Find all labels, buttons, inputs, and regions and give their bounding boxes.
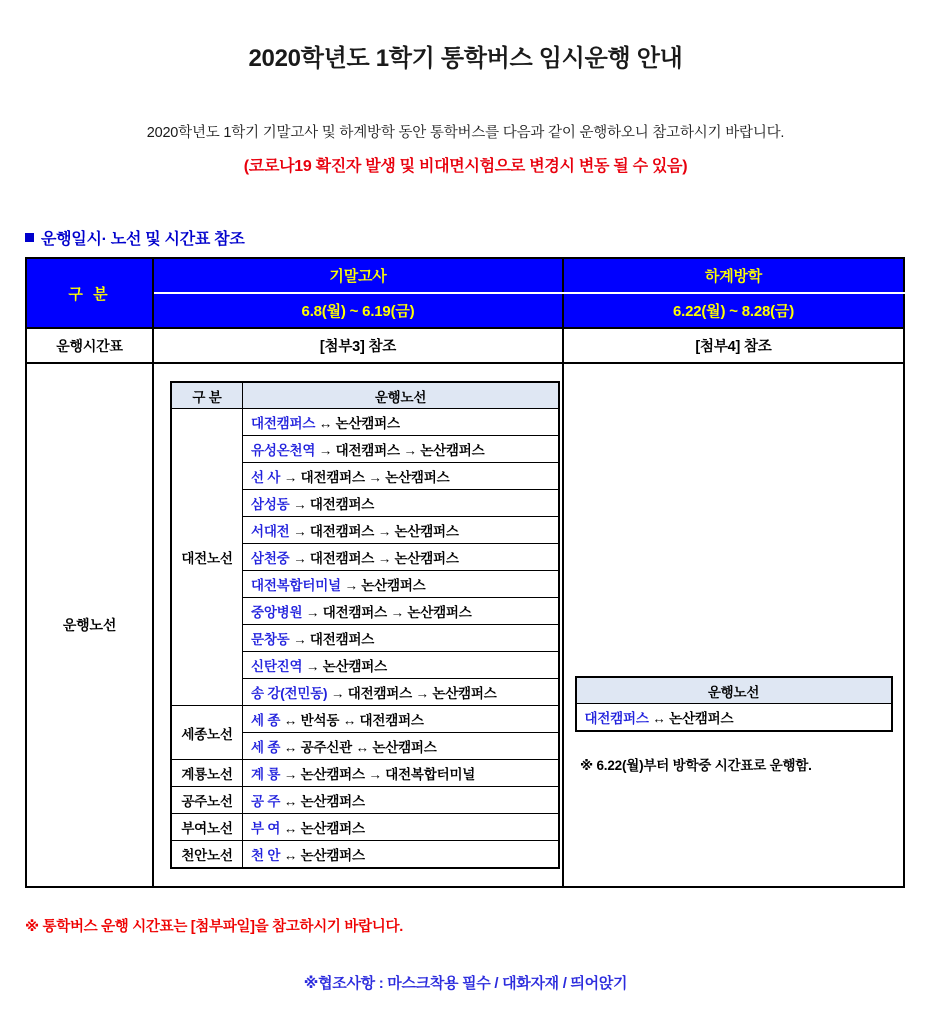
route-origin: 세 종 (251, 713, 281, 728)
route-text (243, 814, 560, 841)
route-table-row (171, 706, 559, 733)
page-title: 2020학년도 1학기 통학버스 임시운행 안내 (248, 45, 683, 72)
header-division-label: 구 분 (26, 258, 153, 328)
exam-routes-cell (153, 363, 563, 887)
route-text (243, 679, 560, 706)
vacation-routes-wrapper (564, 476, 903, 774)
exam-routes-wrapper (154, 364, 562, 886)
schedule-table (25, 257, 905, 888)
route-destination: ↔ 논산캠퍼스 (280, 848, 365, 863)
route-text (243, 652, 560, 679)
route-text (243, 490, 560, 517)
route-destination: → 논산캠퍼스 → 대전복합터미널 (280, 767, 476, 782)
vacation-route-origin: 대전캠퍼스 (584, 711, 649, 726)
route-destination: → 논산캠퍼스 (302, 659, 387, 674)
route-table-row (171, 760, 559, 787)
route-group-label: 공주노선 (171, 787, 243, 814)
route-text (243, 517, 560, 544)
vacation-route-rest: ↔ 논산캠퍼스 (648, 711, 734, 726)
route-destination: → 대전캠퍼스 → 논산캠퍼스 (327, 686, 497, 701)
route-header-route: 운행노선 (243, 382, 560, 409)
route-header-division: 구 분 (171, 382, 243, 409)
timetable-value-0: [첨부3] 참조 (153, 328, 563, 363)
route-table-row (171, 814, 559, 841)
header-period-1: 하계방학 (563, 258, 904, 293)
route-text (243, 625, 560, 652)
route-table-row (171, 409, 559, 436)
timetable-row (26, 328, 904, 363)
intro-text: 2020학년도 1학기 기말고사 및 하계방학 동안 통학버스를 다음과 같이 운행하오니 참고하시기 바랍니다. (146, 125, 785, 141)
route-text (243, 544, 560, 571)
route-destination: → 대전캠퍼스 (289, 632, 375, 647)
route-destination: → 대전캠퍼스 → 논산캠퍼스 (315, 443, 485, 458)
route-text (243, 409, 560, 436)
route-table-row (171, 841, 559, 869)
route-origin: 공 주 (251, 794, 281, 809)
route-origin: 계 룡 (251, 767, 281, 782)
route-table-header-row (171, 382, 559, 409)
vacation-route-cell (576, 704, 892, 732)
route-destination: → 대전캠퍼스 → 논산캠퍼스 (302, 605, 472, 620)
route-destination: → 대전캠퍼스 → 논산캠퍼스 (280, 470, 450, 485)
timetable-value-1: [첨부4] 참조 (563, 328, 904, 363)
route-destination: → 대전캠퍼스 → 논산캠퍼스 (289, 551, 459, 566)
route-text (243, 571, 560, 598)
route-destination: → 논산캠퍼스 (340, 578, 426, 593)
route-origin: 대전캠퍼스 (251, 416, 316, 431)
exam-route-table (170, 381, 560, 869)
footer-warning: ※ 통학버스 운행 시간표는 [첨부파일]을 참고하시기 바랍니다. (25, 919, 403, 935)
route-group-label: 대전노선 (171, 409, 243, 706)
vacation-route-table (575, 676, 893, 732)
section-heading (25, 226, 931, 249)
header-dates-1: 6.22(월) ~ 8.28(금) (563, 293, 904, 328)
route-origin: 선 사 (251, 470, 281, 485)
route-destination: ↔ 반석동 ↔ 대전캠퍼스 (280, 713, 424, 728)
intro-warning-text: (코로나19 확진자 발생 및 비대면시험으로 변경시 변동 될 수 있음) (243, 158, 688, 175)
square-bullet-icon (25, 233, 34, 242)
table-header-row-1 (26, 258, 904, 293)
route-group-label: 부여노선 (171, 814, 243, 841)
route-destination: ↔ 논산캠퍼스 (315, 416, 400, 431)
footer-note: ※협조사항 : 마스크착용 필수 / 대화자재 / 띄어앉기 (303, 975, 628, 992)
route-text (243, 598, 560, 625)
route-origin: 서대전 (251, 524, 290, 539)
table-header-row-2 (26, 293, 904, 328)
route-destination: → 대전캠퍼스 → 논산캠퍼스 (289, 524, 459, 539)
route-text (243, 706, 560, 733)
route-origin: 부 여 (251, 821, 281, 836)
route-origin: 삼성동 (251, 497, 290, 512)
route-destination: → 대전캠퍼스 (289, 497, 375, 512)
vacation-routes-cell (563, 363, 904, 887)
section-heading-label: 운행일시· 노선 및 시간표 참조 (41, 231, 245, 248)
route-group-label: 세종노선 (171, 706, 243, 760)
route-text (243, 841, 560, 869)
row-label-timetable: 운행시간표 (26, 328, 153, 363)
route-origin: 중앙병원 (251, 605, 303, 620)
vacation-route-header-row (576, 677, 892, 704)
route-group-label: 계룡노선 (171, 760, 243, 787)
route-origin: 송 강(전민동) (251, 686, 328, 701)
vacation-route-row (576, 704, 892, 732)
route-origin: 세 종 (251, 740, 281, 755)
route-origin: 유성온천역 (251, 443, 316, 458)
routes-row (26, 363, 904, 887)
intro-block (0, 121, 931, 176)
route-destination: ↔ 논산캠퍼스 (280, 821, 365, 836)
vacation-route-header: 운행노선 (576, 677, 892, 704)
route-text (243, 760, 560, 787)
route-origin: 문창동 (251, 632, 290, 647)
route-origin: 대전복합터미널 (251, 578, 341, 593)
route-origin: 신탄진역 (251, 659, 303, 674)
route-table-row (171, 787, 559, 814)
route-text (243, 463, 560, 490)
route-origin: 삼천중 (251, 551, 290, 566)
route-text (243, 436, 560, 463)
route-origin: 천 안 (251, 848, 281, 863)
route-text (243, 787, 560, 814)
header-dates-0: 6.8(월) ~ 6.19(금) (153, 293, 563, 328)
vacation-note: ※ 6.22(월)부터 방학중 시간표로 운행함. (580, 758, 812, 773)
route-destination: ↔ 논산캠퍼스 (280, 794, 365, 809)
row-label-routes: 운행노선 (26, 363, 153, 887)
route-text (243, 733, 560, 760)
route-destination: ↔ 공주신관 ↔ 논산캠퍼스 (280, 740, 437, 755)
header-period-0: 기말고사 (153, 258, 563, 293)
route-group-label: 천안노선 (171, 841, 243, 869)
